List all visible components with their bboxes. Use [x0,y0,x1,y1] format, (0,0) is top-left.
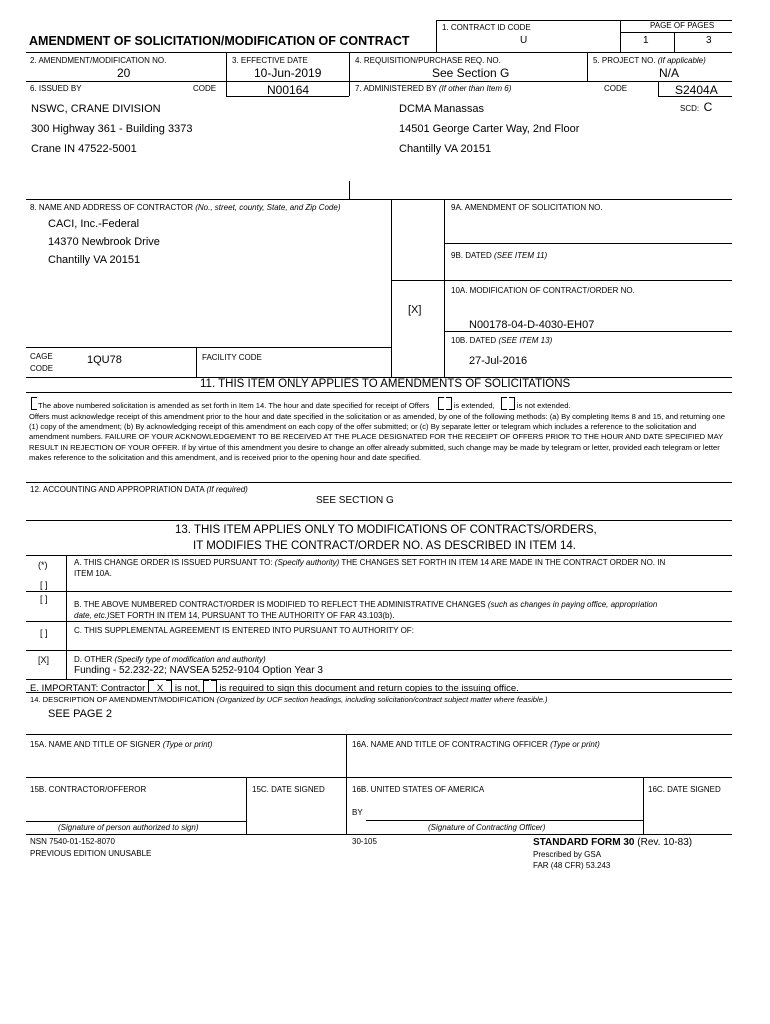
signer-name-label [30,740,212,749]
cage-label-2: CODE [30,364,54,373]
item13b-text-3: date, etc.) [74,611,110,620]
important-checkbox-is-right [211,680,217,693]
item12-value: SEE SECTION G [316,495,394,506]
previous-edition: PREVIOUS EDITION UNUSABLE [30,849,152,858]
important-text-b: is not, [174,683,201,694]
item13d-value: Funding - 52.232-22; NAVSEA 5252-9104 Option Year 3 [74,665,323,676]
rule-v-9-left [391,199,392,377]
contractor-line: 14370 Newbrook Drive [48,236,160,248]
rule-9a-9b [444,243,732,244]
item14-label-hint: (Organized by UCF section headings, including solicitation/contract subject matter where feasible.) [216,695,548,704]
scd [680,98,712,116]
administered-by-label [355,84,511,93]
officer-name-label-hint: (Type or print) [550,740,600,749]
effective-date-label: 3. EFFECTIVE DATE [232,56,308,65]
item13-title-1: 13. THIS ITEM APPLIES ONLY TO MODIFICATIONS OF CONTRACTS/ORDERS, [175,524,597,536]
important-text-c: is required to sign this document and return copies to the issuing office. [219,683,519,694]
extended-checkbox-right [446,397,452,410]
issued-code-label: CODE [193,84,217,93]
rule-v-13-checks [66,555,67,679]
contractor-line: CACI, Inc.-Federal [48,218,140,230]
requisition: See Section G [432,66,510,80]
contractor-date-signed-label: 15C. DATE SIGNED [252,785,325,794]
important-checkbox-is-not-right [166,680,172,693]
item13-title-2: IT MODIFIES THE CONTRACT/ORDER NO. AS DESCRIBED IN ITEM 14. [193,540,576,552]
rule-v-row2-a [226,52,227,96]
contractor-offeror-label: 15B. CONTRACTOR/OFFEROR [30,785,147,794]
rule-v-facility [196,347,197,377]
box10b-label-text: 10B. DATED [451,336,497,345]
item13a-text [74,558,665,567]
issuer-line: Crane IN 47522-5001 [31,143,137,155]
usa-label: 16B. UNITED STATES OF AMERICA [352,785,485,794]
item13b-check[interactable]: [ ] [40,594,48,604]
rule-11-title [26,392,732,393]
rule-v-row2-c [587,52,588,81]
signer-name-label-text: 15A. NAME AND TITLE OF SIGNER [30,740,161,749]
rule-1 [26,52,732,53]
admin-code-label: CODE [604,84,628,93]
administrator-line: Chantilly VA 20151 [399,143,492,155]
nsn-number: NSN 7540-01-152-8070 [30,837,115,846]
box9b-label-hint: (SEE ITEM 11) [493,251,548,260]
item11-paragraph: Offers must acknowledge receipt of this amendment prior to the hour and date specified in the solicitation or as amended, by one of the following methods: (a) By completing Items 8 and 15, and returning one (1) copy of the amendment; (b) By acknowledging receipt of this amendment on each copy of the offer submitted; or (c) By separate letter or telegram which includes a reference to the solicitation and amendment numbers. FAILURE OF YOUR ACKNOWLEDGEMENT TO BE RECEIVED AT THE PLACE DESIGNATED FOR THE RECEIPT OF OFFERS PRIOR TO THE HOUR AND DATE SPECIFIED MAY RESULT IN REJECTION OF YOUR OFFER. If by virtue of this amendment you desire to change an offer already submitted, such change may be made by telegram or letter, provided each telegram or letter makes reference to the solicitation and this amendment, and is received prior to the opening hour and date specified. [29,412,725,462]
solicitation-checkbox-left[interactable] [31,397,37,410]
scd-value: C [703,100,713,114]
item12-label-hint: (If required) [206,485,248,494]
item13b-text-4: SET FORTH IN ITEM 14, PURSUANT TO THE AUTHORITY OF FAR 43.103(b). [109,611,395,620]
administered-label-text: 7. ADMINISTERED BY [355,84,437,93]
standard-form-title [533,837,692,848]
far-reference: FAR (48 CFR) 53.243 [533,861,611,870]
officer-name-label-text: 16A. NAME AND TITLE OF CONTRACTING OFFICER [352,740,548,749]
rule-cage [26,347,391,348]
project-no-label-hint: (If applicable) [657,56,706,65]
item13a-text-3: THE CHANGES SET FORTH IN ITEM 14 ARE MADE IN THE CONTRACT ORDER NO. IN [341,558,666,567]
admin-code: S2404A [675,83,718,97]
officer-name-label [352,740,600,749]
contract-id-code-label: 1. CONTRACT ID CODE [442,23,531,32]
rule-10a-10b [444,331,732,332]
administrator-line: 14501 George Carter Way, 2nd Floor [399,123,580,135]
signer-name-label-hint: (Type or print) [162,740,213,749]
sf-rev: (Rev. 10-83) [637,837,693,848]
issuer-line: 300 Highway 361 - Building 3373 [31,123,193,135]
item11-line1 [31,397,571,410]
item13d-text-2: (Specify type of modification and authority) [114,655,266,664]
contract-id-code: U [520,35,528,46]
effective-date: 10-Jun-2019 [254,66,322,80]
rule-v-pages-left [620,20,621,52]
issuer-line: NSWC, CRANE DIVISION [31,103,161,115]
box10a-label: 10A. MODIFICATION OF CONTRACT/ORDER NO. [451,286,635,295]
scd-label: SCD: [680,104,700,113]
item13c-check[interactable]: [ ] [40,628,48,638]
signature-officer-caption: (Signature of Contracting Officer) [428,823,546,832]
rule-7 [26,834,732,835]
amendment-no: 20 [117,66,131,80]
item12-label [30,485,248,494]
important-text-a: E. IMPORTANT: Contractor [30,683,146,694]
item13-empty-check[interactable]: [ ] [40,580,48,590]
amendment-no-label: 2. AMENDMENT/MODIFICATION NO. [30,56,167,65]
item13b-text-line2 [74,611,394,620]
rule-v-row2-b [349,52,350,96]
important-line [30,680,519,694]
rule-v-pages-mid [674,32,675,52]
contractor-label-hint: (No., street, county, State, and Zip Code) [195,203,341,212]
item14-label-text: 14. DESCRIPTION OF AMENDMENT/MODIFICATION [30,695,215,704]
extended-label: is extended, [453,401,495,410]
item13a-text-1: A. THIS CHANGE ORDER IS ISSUED PURSUANT TO: [74,558,273,567]
rule-v-15c [246,777,247,834]
prescribed-by: Prescribed by GSA [533,850,602,859]
sf-title-text: STANDARD FORM 30 [533,837,635,848]
important-mark: X [156,683,164,694]
cage-label: CAGE [30,352,53,361]
rule-by-line [366,820,643,821]
rule-9b-10a [391,280,732,281]
rule-v-sig [346,734,347,834]
item11-title: 11. THIS ITEM ONLY APPLIES TO AMENDMENTS OF SOLICITATIONS [200,378,571,390]
not-extended-checkbox[interactable] [501,397,507,410]
project-no-label-text: 5. PROJECT NO. [593,56,656,65]
contractor-line: Chantilly VA 20151 [48,254,141,266]
important-checkbox-is-not[interactable] [148,680,154,693]
rule-v-header-left [436,20,437,52]
item13b-text-1: B. THE ABOVE NUMBERED CONTRACT/ORDER IS MODIFIED TO REFLECT THE ADMINISTRATIVE CHANGES [74,600,486,609]
rule-13b [26,621,732,622]
extended-checkbox[interactable] [438,397,444,410]
contractor-label [30,203,341,212]
rule-13-title [26,555,732,556]
item14-value: SEE PAGE 2 [48,708,112,720]
rule-13 [26,520,732,521]
rule-3 [26,199,732,200]
total-pages: 3 [706,35,712,46]
rule-sig-1 [26,821,246,822]
item13d-text-1: D. OTHER [74,655,113,664]
rule-15b [26,777,732,778]
issued-code: N00164 [267,83,310,97]
officer-date-signed-label: 16C. DATE SIGNED [648,785,721,794]
form-title: AMENDMENT OF SOLICITATION/MODIFICATION OF CONTRACT [29,34,410,48]
administrator-line: DCMA Manassas [399,103,484,115]
rule-pages-sep [620,32,732,33]
rule-v-short [349,181,350,199]
contractor-label-text: 8. NAME AND ADDRESS OF CONTRACTOR [30,203,193,212]
facility-code-label: FACILITY CODE [202,353,262,362]
item13b-text-2: (such as changes in paying office, appropriation [487,600,658,609]
item13b-text [74,600,657,609]
box10a-value: N00178-04-D-4030-EH07 [469,319,595,331]
item13a-text-2: (Specify authority) [274,558,340,567]
page-of-pages-label: PAGE OF PAGES [650,21,715,30]
box10b-label-hint: (SEE ITEM 13) [498,336,553,345]
important-checkbox-is[interactable] [203,680,209,693]
not-extended-label: is not extended. [516,401,571,410]
box9a-label: 9A. AMENDMENT OF SOLICITATION NO. [451,203,603,212]
page-number: 1 [643,35,649,46]
rule-6 [26,734,732,735]
project-no-label [593,56,706,65]
box9b-label [451,251,547,260]
rule-13a [26,591,732,592]
not-extended-checkbox-right [509,397,515,410]
item13c-text: C. THIS SUPPLEMENTAL AGREEMENT IS ENTERED INTO PURSUANT TO AUTHORITY OF: [74,626,414,635]
rule-2 [26,81,732,82]
item13d-check[interactable]: [X] [38,655,50,665]
issued-by-label: 6. ISSUED BY [30,84,82,93]
item13a-text-4: ITEM 10A. [74,569,112,578]
project-no: N/A [659,66,680,80]
item13d-text [74,655,266,664]
by-label: BY [352,808,363,817]
box10b-value: 27-Jul-2016 [469,355,528,367]
requisition-label: 4. REQUISITION/PURCHASE REQ. NO. [355,56,501,65]
cage-code: 1QU78 [87,354,122,366]
rule-v-9-inner [444,199,445,377]
rule-13c [26,650,732,651]
item11-line1-text: The above numbered solicitation is amended as set forth in Item 14. The hour and date specified for receipt of Offers [38,401,430,410]
rule-v-16c [643,777,644,834]
form-code: 30-105 [352,837,377,846]
item14-label [30,695,548,704]
item13a-check[interactable]: (*) [38,560,48,570]
signature-person-caption: (Signature of person authorized to sign) [58,823,199,832]
rule-v-admin-code [658,81,659,96]
box10-check[interactable]: [X] [408,304,422,316]
box10b-label [451,336,552,345]
box9b-label-text: 9B. DATED [451,251,492,260]
administered-label-hint: (If other than Item 6) [438,84,512,93]
rule-12 [26,482,732,483]
item12-label-text: 12. ACCOUNTING AND APPROPRIATION DATA [30,485,205,494]
